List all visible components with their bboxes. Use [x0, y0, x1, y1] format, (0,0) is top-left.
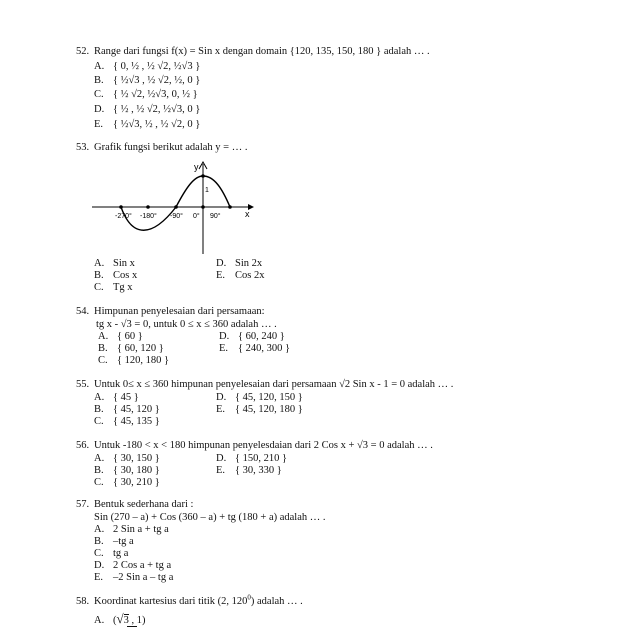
option-label: B.: [94, 75, 104, 86]
option-label: E.: [94, 572, 104, 583]
option-text: { ½ , ½ √2, ½√3, 0 }: [113, 104, 201, 115]
question-text: Range dari fungsi f(x) = Sin x dengan domain {120, 135, 150, 180 } adalah … .: [94, 46, 430, 57]
question-58: [76, 595, 303, 608]
option-text: { 30, 330 }: [235, 465, 282, 476]
option-label: B.: [94, 270, 104, 281]
question-text: Koordinat kartesius dari titik (2, 120: [94, 596, 248, 607]
option-text: { 120, 180 }: [117, 355, 170, 366]
option-text: { ½ √2, ½√3, 0, ½ }: [113, 89, 198, 100]
option-label: D.: [216, 258, 227, 269]
option-label: E.: [94, 119, 104, 130]
one-label: 1: [205, 187, 209, 194]
sqrt-symbol: √: [116, 611, 124, 626]
option-label: A.: [94, 61, 105, 72]
question-text: Untuk -180 < x < 180 himpunan penyelesdaian dari 2 Cos x + √3 = 0 adalah … .: [94, 440, 433, 451]
option-text: { 30, 150 }: [113, 453, 160, 464]
option-e[interactable]: [219, 342, 290, 355]
option-label: A.: [94, 258, 105, 269]
option-text: Tg x: [113, 282, 133, 293]
option-label: C.: [94, 89, 104, 100]
option-label: A.: [94, 392, 105, 403]
question-number: 52.: [76, 46, 90, 57]
option-text: { 45 }: [113, 392, 139, 403]
tick-point: [201, 205, 205, 209]
option-label: D.: [94, 104, 105, 115]
tick-point: [119, 205, 123, 209]
option-text: { 60 }: [117, 331, 143, 342]
option-label: E.: [216, 465, 226, 476]
option-label: C.: [94, 416, 104, 427]
question-52: [76, 45, 430, 58]
sine-curve: [121, 176, 230, 230]
option-label: B.: [94, 536, 104, 547]
tick-point: [174, 205, 178, 209]
option-text: { 45, 120 }: [113, 404, 160, 415]
option-label: D.: [219, 331, 230, 342]
option-e[interactable]: [216, 464, 282, 477]
option-label: D.: [94, 560, 105, 571]
option-label: C.: [94, 282, 104, 293]
question-subtext: Sin (270 – a) + Cos (360 – a) + tg (180 + a) adalah … .: [94, 512, 326, 523]
option-label: C.: [94, 548, 104, 559]
option-c[interactable]: [94, 281, 133, 294]
option-label: B.: [98, 343, 108, 354]
option-label: D.: [216, 392, 227, 403]
question-text-end: ) adalah … .: [250, 596, 303, 607]
option-text: { 240, 300 }: [238, 343, 291, 354]
paren-open: (: [113, 615, 117, 626]
option-label: B.: [94, 465, 104, 476]
option-label: E.: [216, 270, 226, 281]
option-a[interactable]: [94, 60, 200, 73]
question-55: [76, 378, 453, 391]
option-text: { 0, ½ , ½ √2, ½√3 }: [113, 61, 201, 72]
option-text: Cos 2x: [235, 270, 265, 281]
option-text: –2 Sin a – tg a: [113, 572, 174, 583]
question-number: 54.: [76, 306, 90, 317]
option-text: Sin 2x: [235, 258, 263, 269]
question-number: 58.: [76, 596, 90, 607]
option-e[interactable]: [216, 403, 303, 416]
option-c[interactable]: [94, 476, 160, 489]
option-c[interactable]: [98, 354, 169, 367]
question-54: [76, 305, 265, 318]
y-axis-label: y: [194, 162, 199, 172]
tick-label: 90°: [210, 213, 221, 220]
option-text: Cos x: [113, 270, 138, 281]
option-text: { 45, 120, 150 }: [235, 392, 303, 403]
option-text: tg a: [113, 548, 129, 559]
radicand: 3: [123, 615, 129, 626]
option-text: 2 Sin a + tg a: [113, 524, 169, 535]
question-text: Bentuk sederhana dari :: [94, 499, 194, 510]
tick-label: -180°: [140, 213, 157, 220]
degree-superscript: 0: [247, 593, 251, 602]
question-text: Grafik fungsi berikut adalah y = … .: [94, 142, 248, 153]
option-a[interactable]: [94, 612, 146, 627]
option-c[interactable]: [94, 415, 160, 428]
option-text: , 1): [128, 615, 146, 626]
question-57: [76, 498, 193, 511]
option-label: C.: [98, 355, 108, 366]
option-e[interactable]: [94, 571, 173, 584]
question-number: 56.: [76, 440, 90, 451]
option-text: Sin x: [113, 258, 135, 269]
question-text: Untuk 0≤ x ≤ 360 himpunan penyelesaian dari persamaan √2 Sin x - 1 = 0 adalah … .: [94, 379, 454, 390]
option-text: { 60, 120 }: [117, 343, 164, 354]
option-text: { 30, 180 }: [113, 465, 160, 476]
tick-point: [228, 205, 232, 209]
tick-label: -90°: [170, 213, 183, 220]
option-text: { 30, 210 }: [113, 477, 160, 488]
option-text: { 60, 240 }: [238, 331, 285, 342]
question-56: [76, 439, 433, 452]
option-e[interactable]: [216, 269, 264, 282]
question-number: 55.: [76, 379, 90, 390]
option-label: B.: [94, 404, 104, 415]
option-label: A.: [94, 524, 105, 535]
option-c[interactable]: [94, 88, 198, 101]
option-text: { ½√3 , ½ √2, ½, 0 }: [113, 75, 201, 86]
function-graph: [90, 156, 260, 256]
question-number: 57.: [76, 499, 90, 510]
option-label: E.: [219, 343, 229, 354]
next-line-fragment: [127, 626, 137, 628]
option-label: A.: [98, 331, 109, 342]
option-e[interactable]: [94, 118, 200, 131]
option-text: { 45, 120, 180 }: [235, 404, 303, 415]
option-d[interactable]: [94, 103, 200, 116]
question-subtext: tg x - √3 = 0, untuk 0 ≤ x ≤ 360 adalah … .: [96, 319, 277, 330]
option-label: C.: [94, 477, 104, 488]
tick-label: -270°: [115, 213, 132, 220]
option-label: D.: [216, 453, 227, 464]
option-b[interactable]: [94, 74, 200, 87]
option-text: { ½√3, ½ , ½ √2, 0 }: [113, 119, 201, 130]
x-axis-label: x: [245, 209, 250, 219]
option-text: 2 Cos a + tg a: [113, 560, 172, 571]
tick-point: [146, 205, 150, 209]
question-text: Himpunan penyelesaian dari persamaan:: [94, 306, 265, 317]
option-text: –tg a: [113, 536, 134, 547]
option-label: E.: [216, 404, 226, 415]
question-number: 53.: [76, 142, 90, 153]
question-53: [76, 141, 247, 154]
option-text: { 45, 135 }: [113, 416, 160, 427]
tick-label: 0°: [193, 213, 200, 220]
option-label: A.: [94, 453, 105, 464]
max-point: [201, 174, 205, 178]
option-label: A.: [94, 615, 105, 626]
option-text: { 150, 210 }: [235, 453, 288, 464]
